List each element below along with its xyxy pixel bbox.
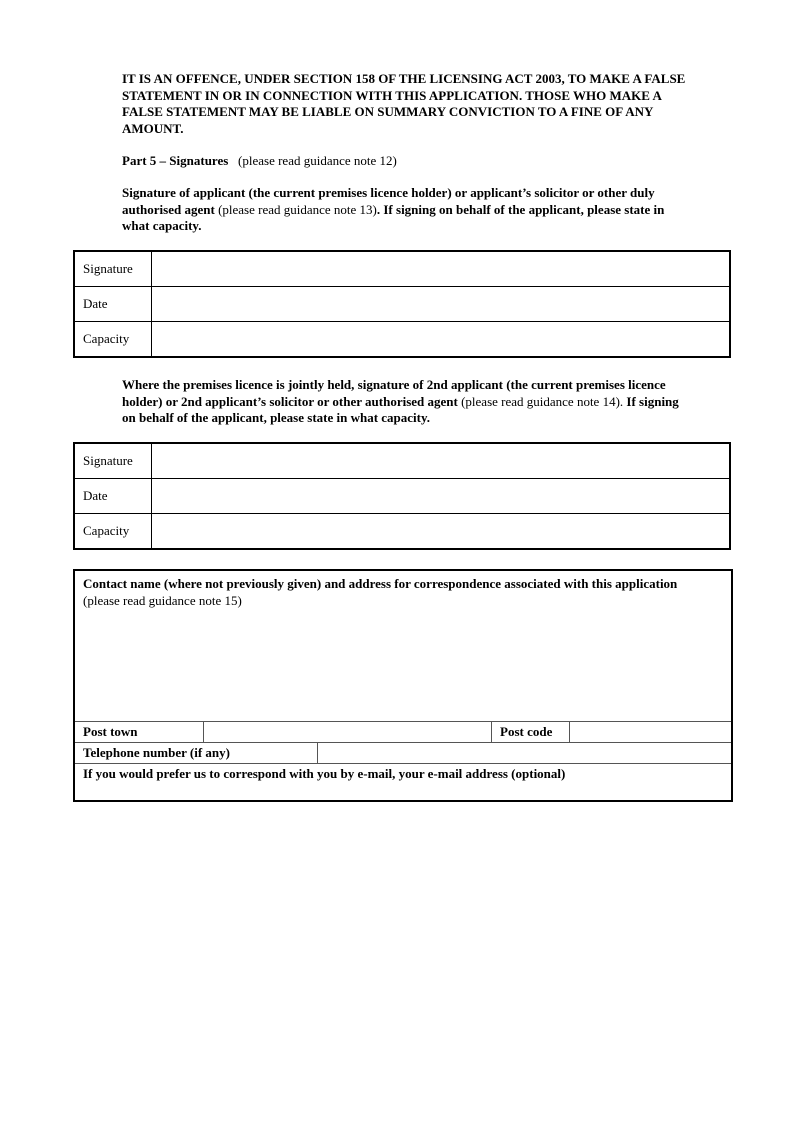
date-row: [74, 479, 730, 514]
signature-field[interactable]: [152, 251, 731, 287]
signature-field[interactable]: [152, 443, 731, 479]
contact-heading: [83, 575, 683, 609]
capacity-field[interactable]: [152, 322, 731, 358]
applicant-1-signature-table: [73, 250, 731, 358]
contact-heading-text: Contact name (where not previously given) and address for correspondence associated with this application: [83, 576, 678, 591]
telephone-field[interactable]: [317, 743, 732, 763]
applicant-2-intro: Where the premises licence is jointly held, signature of 2nd applicant (the current premises licence holder) or 2nd applicant’s solicitor or other authorised agent: [122, 377, 666, 409]
applicant-1-tail: . If signing on behalf of the applicant, please state in what capacity.: [122, 201, 665, 233]
capacity-row: [74, 514, 730, 550]
contact-address-field[interactable]: [75, 611, 731, 719]
date-row: [74, 287, 730, 322]
contact-address-box: [73, 569, 733, 802]
post-code-label: Post code: [500, 724, 553, 739]
signature-label: Signature: [74, 443, 152, 479]
date-label: Date: [74, 479, 152, 514]
applicant-1-intro: Signature of applicant (the current premises licence holder) or applicant’s solicitor or other duly authorised agent: [122, 185, 655, 217]
post-row: [75, 721, 731, 742]
applicant-2-note: (please read guidance note 14).: [457, 393, 624, 409]
capacity-row: [74, 322, 730, 358]
signature-row: [74, 443, 730, 479]
part-5-heading: [122, 153, 397, 169]
part-title: Part 5 – Signatures: [122, 153, 229, 168]
post-code-label-cell: [491, 722, 570, 742]
post-town-label: Post town: [83, 724, 138, 739]
email-label: If you would prefer us to correspond with you by e-mail, your e-mail address (optional): [83, 766, 566, 781]
date-field[interactable]: [152, 479, 731, 514]
applicant-1-instructions: [122, 185, 682, 235]
date-field[interactable]: [152, 287, 731, 322]
contact-guidance-note: (please read guidance note 15): [83, 593, 242, 608]
post-town-field[interactable]: [203, 722, 492, 742]
post-code-field[interactable]: [569, 722, 732, 742]
signature-row: [74, 251, 730, 287]
part-guidance-note: (please read guidance note 12): [238, 153, 397, 168]
applicant-2-instructions: [122, 377, 682, 427]
telephone-row: [75, 742, 731, 763]
applicant-2-tail: If signing on behalf of the applicant, please state in what capacity.: [122, 393, 679, 425]
offence-warning: IT IS AN OFFENCE, UNDER SECTION 158 OF THE LICENSING ACT 2003, TO MAKE A FALSE STATEMENT IN OR IN CONNECTION WITH THIS APPLICATION. THOSE WHO MAKE A FALSE STATEMENT MAY BE LIABLE ON SUMMARY CONVICTION TO A FINE OF ANY AMOUNT.: [122, 71, 686, 136]
applicant-2-signature-table: [73, 442, 731, 550]
capacity-field[interactable]: [152, 514, 731, 550]
signature-label: Signature: [74, 251, 152, 287]
date-label: Date: [74, 287, 152, 322]
email-row[interactable]: [75, 763, 731, 799]
applicant-1-note: (please read guidance note 13): [214, 201, 377, 217]
capacity-label: Capacity: [74, 322, 152, 358]
telephone-label: Telephone number (if any): [83, 745, 230, 760]
capacity-label: Capacity: [74, 514, 152, 550]
